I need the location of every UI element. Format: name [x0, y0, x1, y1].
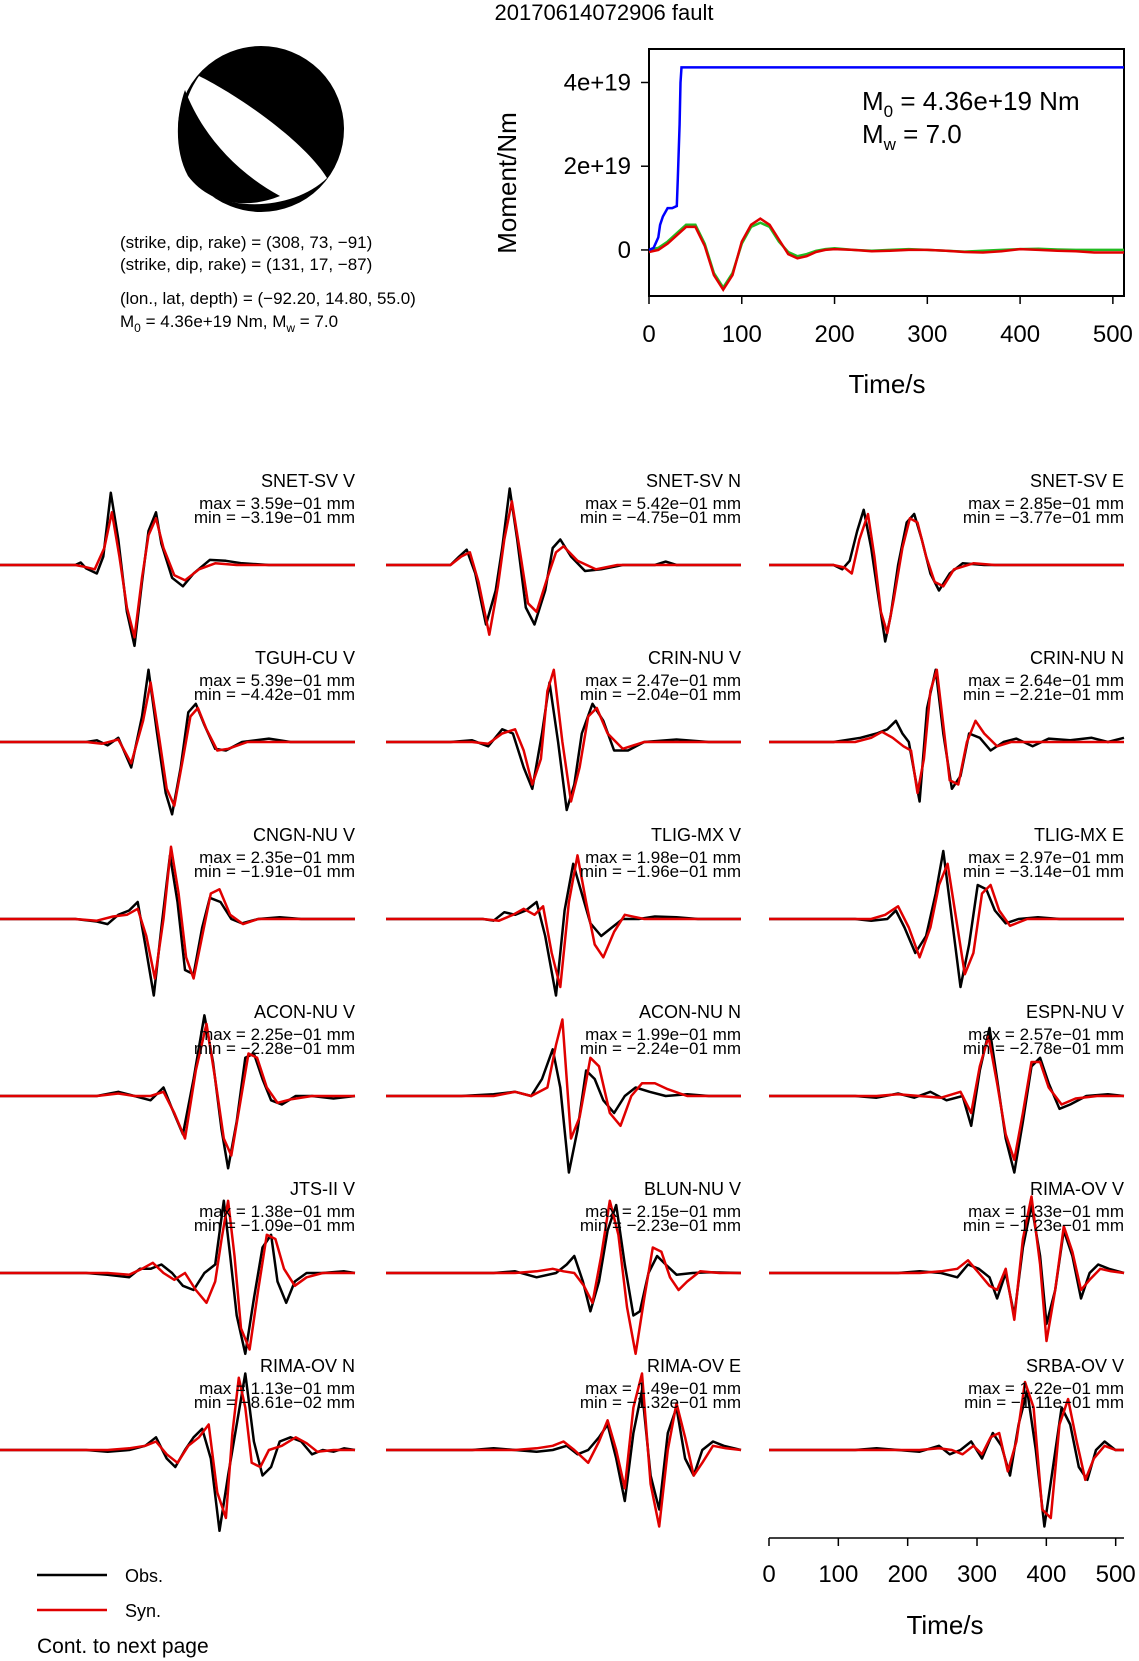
station-max: max = 1.38e−01 mm: [199, 1202, 355, 1221]
station-max: max = 5.42e−01 mm: [585, 494, 741, 513]
moment-xtick-label: 0: [642, 321, 656, 348]
station-label: SNET-SV N: [645, 471, 741, 491]
moment-xtick-label: 300: [907, 321, 948, 348]
waveform-xtick-label: 500: [1095, 1561, 1136, 1588]
station-label: CRIN-NU V: [648, 648, 741, 668]
m0-symbol: M: [862, 86, 884, 116]
waveform-panel: [386, 471, 741, 635]
synthetic-trace: [769, 514, 1124, 633]
location-line: (lon., lat, depth) = (−92.20, 14.80, 55.0): [120, 289, 416, 308]
station-min: min = −3.77e−01 mm: [962, 508, 1124, 527]
waveform-panel: [769, 471, 1124, 642]
station-min: min = −1.91e−01 mm: [193, 862, 355, 881]
moment-subscript: 0: [134, 321, 141, 335]
synthetic-trace: [0, 512, 355, 637]
station-max: max = 2.47e−01 mm: [585, 671, 741, 690]
legend: [37, 1566, 163, 1621]
m0-subscript: 0: [883, 102, 894, 121]
waveform-panel: [386, 825, 741, 996]
waveform-panel: [0, 1002, 355, 1168]
station-label: BLUN-NU V: [643, 1179, 741, 1199]
station-min: min = −4.42e−01 mm: [193, 685, 355, 704]
station-max: max = 1.33e−01 mm: [968, 1202, 1124, 1221]
station-min: min = −8.61e−02 mm: [193, 1393, 355, 1412]
mw-plot-subscript: w: [883, 135, 896, 154]
moment-symbol: M: [120, 312, 135, 331]
station-label: CRIN-NU N: [1030, 648, 1124, 668]
waveform-xtick-label: 100: [818, 1561, 859, 1588]
station-min: min = −2.28e−01 mm: [193, 1039, 355, 1058]
waveform-panel: [769, 1002, 1124, 1173]
moment-xlabel: Time/s: [848, 369, 926, 399]
waveform-panel: [386, 1356, 741, 1527]
waveform-panel: [769, 825, 1124, 987]
moment-xtick-label: 100: [721, 321, 762, 348]
station-max: max = 1.49e−01 mm: [585, 1379, 741, 1398]
moment-ylabel: Moment/Nm: [492, 112, 522, 254]
observed-trace: [386, 864, 741, 996]
figure-title: 20170614072906 fault: [494, 0, 714, 25]
station-label: ACON-NU N: [639, 1002, 741, 1022]
station-label: RIMA-OV N: [259, 1356, 355, 1376]
waveform-xtick-label: 400: [1026, 1561, 1067, 1588]
waveform-grid: [0, 471, 1124, 1531]
station-min: min = −2.04e−01 mm: [579, 685, 741, 704]
moment-ytick-label: 4e+19: [563, 69, 631, 97]
station-max: max = 1.22e−01 mm: [968, 1379, 1124, 1398]
station-max: max = 2.97e−01 mm: [968, 848, 1124, 867]
m0-value: = 4.36e+19 Nm: [893, 86, 1080, 116]
station-label: SNET-SV E: [1029, 471, 1124, 491]
station-min: min = −1.09e−01 mm: [193, 1216, 355, 1235]
moment-plot: [492, 49, 1133, 399]
waveform-panel: [386, 1002, 741, 1173]
moment-mw-annotation: [862, 119, 962, 154]
waveform-panel: [0, 1356, 355, 1531]
station-label: SRBA-OV V: [1025, 1356, 1124, 1376]
station-min: min = −2.23e−01 mm: [579, 1216, 741, 1235]
station-max: max = 2.57e−01 mm: [968, 1025, 1124, 1044]
station-max: max = 2.85e−01 mm: [968, 494, 1124, 513]
moment-ytick-label: 2e+19: [563, 153, 631, 181]
station-max: max = 1.98e−01 mm: [585, 848, 741, 867]
moment-xtick-label: 500: [1092, 321, 1133, 348]
mw-symbol: M: [862, 119, 884, 149]
waveform-xtick-label: 300: [956, 1561, 998, 1588]
station-max: max = 2.15e−01 mm: [585, 1202, 741, 1221]
moment-magnitude-line: [120, 312, 338, 335]
station-label: SNET-SV V: [260, 471, 355, 491]
station-max: max = 1.13e−01 mm: [199, 1379, 355, 1398]
moment-ytick-label: 0: [617, 236, 631, 264]
observed-trace: [386, 1049, 741, 1172]
station-label: CNGN-NU V: [253, 825, 355, 845]
moment-xtick-label: 200: [814, 321, 855, 348]
station-label: TGUH-CU V: [255, 648, 355, 668]
station-min: min = −2.24e−01 mm: [579, 1039, 741, 1058]
station-max: max = 1.99e−01 mm: [585, 1025, 741, 1044]
legend-syn-label: Syn.: [125, 1601, 162, 1621]
waveform-panel: [0, 648, 355, 814]
waveform-panel: [386, 648, 741, 810]
station-min: min = −3.14e−01 mm: [962, 862, 1124, 881]
nodal-plane-1: (strike, dip, rake) = (308, 73, −91): [120, 233, 373, 252]
station-label: TLIG-MX V: [650, 825, 741, 845]
station-max: max = 3.59e−01 mm: [199, 494, 355, 513]
waveform-panel: [769, 648, 1124, 802]
legend-obs-label: Obs.: [125, 1566, 164, 1586]
moment-xtick-label: 400: [1000, 321, 1041, 348]
station-max: max = 2.25e−01 mm: [199, 1025, 355, 1044]
continuation-note: Cont. to next page: [37, 1635, 209, 1658]
station-label: RIMA-OV E: [646, 1356, 741, 1376]
moment-rate-line: [649, 223, 1124, 288]
waveform-xlabel: Time/s: [906, 1610, 984, 1640]
waveform-time-axis: [762, 1538, 1135, 1640]
waveform-panel: [769, 1179, 1124, 1341]
station-max: max = 5.39e−01 mm: [199, 671, 355, 690]
waveform-xtick-label: 0: [762, 1561, 776, 1588]
waveform-panel: [769, 1356, 1124, 1527]
waveform-xtick-label: 200: [887, 1561, 928, 1588]
mw-value: = 7.0: [295, 312, 339, 331]
station-max: max = 2.64e−01 mm: [968, 671, 1124, 690]
station-min: min = −1.11e−01 mm: [964, 1393, 1124, 1412]
station-min: min = −1.32e−01 mm: [579, 1393, 741, 1412]
nodal-plane-2: (strike, dip, rake) = (131, 17, −87): [120, 255, 373, 274]
station-max: max = 2.35e−01 mm: [199, 848, 355, 867]
station-label: TLIG-MX E: [1033, 825, 1124, 845]
moment-value: = 4.36e+19 Nm, M: [140, 312, 287, 331]
moment-synthetic-line: [649, 219, 1124, 290]
beachball: [178, 47, 343, 211]
station-min: min = −4.75e−01 mm: [579, 508, 741, 527]
mw-subscript: w: [286, 321, 296, 335]
station-min: min = −1.23e−01 mm: [962, 1216, 1124, 1235]
waveform-panel: [386, 1179, 741, 1354]
station-min: min = −2.21e−01 mm: [962, 685, 1124, 704]
waveform-panel: [0, 471, 355, 646]
station-label: RIMA-OV V: [1029, 1179, 1124, 1199]
station-min: min = −1.96e−01 mm: [579, 862, 741, 881]
station-label: ESPN-NU V: [1025, 1002, 1124, 1022]
station-min: min = −3.19e−01 mm: [193, 508, 355, 527]
station-label: JTS-II V: [289, 1179, 355, 1199]
moment-m0-annotation: [862, 86, 1080, 121]
waveform-panel: [0, 825, 355, 996]
mw-plot-value: = 7.0: [895, 119, 962, 149]
station-min: min = −2.78e−01 mm: [962, 1039, 1124, 1058]
station-label: ACON-NU V: [253, 1002, 355, 1022]
waveform-panel: [0, 1179, 355, 1354]
observed-trace: [769, 510, 1124, 642]
